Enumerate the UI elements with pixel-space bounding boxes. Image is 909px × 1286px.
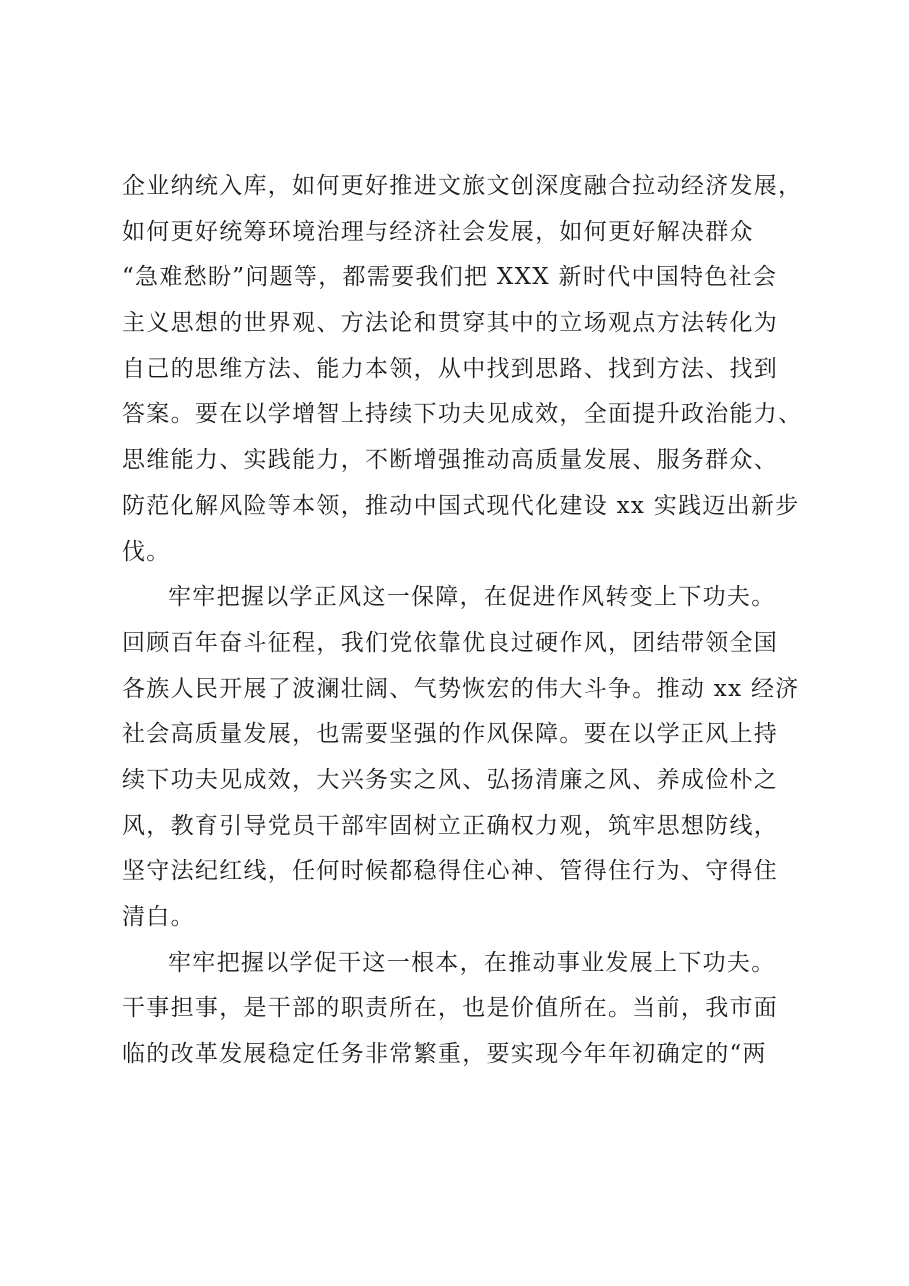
text-line: “急难愁盼”问题等，都需要我们把 XXX 新时代中国特色社会	[122, 264, 778, 291]
text-line: 续下功夫见成效，大兴务实之风、弘扬清廉之风、养成俭朴之	[122, 766, 779, 793]
text-line: 答案。要在以学增智上持续下功夫见成效，全面提升政治能力、	[122, 401, 803, 428]
text-line: 临的改革发展稳定任务非常繁重，要实现今年年初确定的“两	[122, 1041, 767, 1068]
text-line: 自己的思维方法、能力本领，从中找到思路、找到方法、找到	[122, 355, 779, 382]
body-text	[122, 164, 802, 1078]
text-line: 各族人民开展了波澜壮阔、气势恢宏的伟大斗争。推动 xx 经济	[122, 675, 800, 702]
text-line: 坚守法纪红线，任何时候都稳得住心神、管得住行为、守得住	[122, 858, 779, 885]
text-line: 社会高质量发展，也需要坚强的作风保障。要在以学正风上持	[122, 721, 779, 748]
text-line: 防范化解风险等本领，推动中国式现代化建设 xx 实践迈出新步	[122, 492, 800, 519]
paragraph-first-line: 牢牢把握以学促干这一根本，在推动事业发展上下功夫。	[168, 949, 776, 976]
text-line: 思维能力、实践能力，不断增强推动高质量发展、服务群众、	[122, 447, 779, 474]
paragraph-first-line: 牢牢把握以学正风这一保障，在促进作风转变上下功夫。	[168, 584, 776, 611]
text-line: 如何更好统筹环境治理与经济社会发展，如何更好解决群众	[122, 218, 754, 245]
text-line: 回顾百年奋斗征程，我们党依靠优良过硬作风，团结带领全国	[122, 629, 779, 656]
text-line: 干事担事，是干部的职责所在，也是价值所在。当前，我市面	[122, 995, 779, 1022]
text-line: 企业纳统入库，如何更好推进文旅文创深度融合拉动经济发展，	[122, 173, 803, 199]
text-line: 风，教育引导党员干部牢固树立正确权力观，筑牢思想防线，	[122, 812, 779, 839]
text-line: 清白。	[122, 904, 195, 930]
text-line: 伐。	[122, 538, 171, 565]
text-line: 主义思想的世界观、方法论和贯穿其中的立场观点方法转化为	[122, 310, 779, 337]
